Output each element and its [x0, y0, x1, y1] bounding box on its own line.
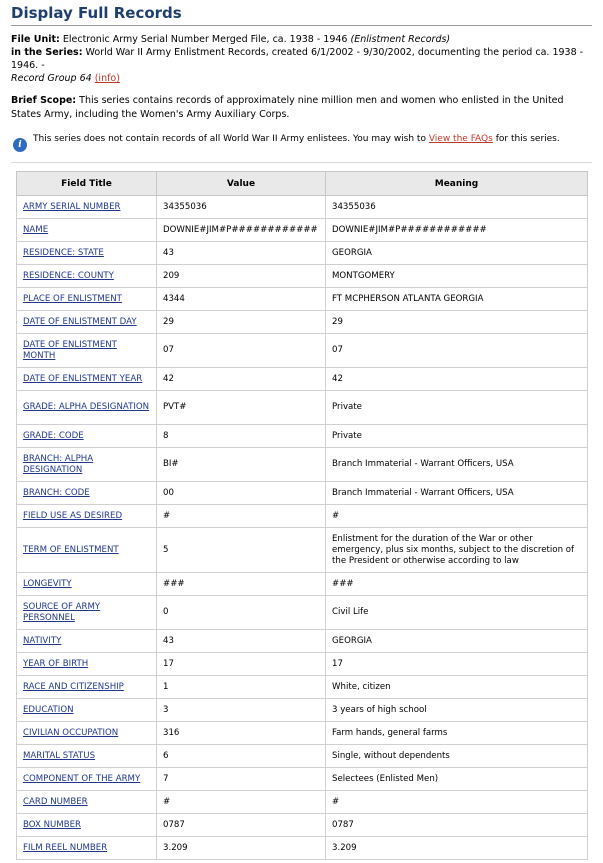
table-row [17, 837, 588, 860]
field-meaning: White, citizen [326, 676, 588, 699]
table-row [17, 722, 588, 745]
field-meaning: 34355036 [326, 196, 588, 219]
record-table [16, 171, 588, 860]
table-row [17, 391, 588, 425]
table-row [17, 699, 588, 722]
field-value: 6 [157, 745, 326, 768]
file-unit-text: Electronic Army Serial Number Merged File, ca. 1938 - 1946 [62, 34, 348, 45]
field-title-link[interactable]: TERM OF ENLISTMENT [17, 528, 157, 573]
field-value: 17 [157, 653, 326, 676]
field-value: 07 [157, 334, 326, 368]
table-row [17, 242, 588, 265]
field-title-link[interactable]: RESIDENCE: COUNTY [17, 265, 157, 288]
series-line [11, 46, 592, 85]
field-meaning: Private [326, 425, 588, 448]
field-meaning: 42 [326, 368, 588, 391]
field-meaning: 17 [326, 653, 588, 676]
field-value: DOWNIE#JIM#P############ [157, 219, 326, 242]
field-value: 4344 [157, 288, 326, 311]
field-value: 316 [157, 722, 326, 745]
field-title-link[interactable]: BOX NUMBER [17, 814, 157, 837]
field-meaning: GEORGIA [326, 242, 588, 265]
field-value: BI# [157, 448, 326, 482]
field-title-link[interactable]: GRADE: CODE [17, 425, 157, 448]
field-meaning: Civil Life [326, 596, 588, 630]
view-faqs-link[interactable]: View the FAQs [428, 134, 493, 144]
field-value: 0787 [157, 814, 326, 837]
table-row [17, 768, 588, 791]
table-row [17, 334, 588, 368]
field-value: 1 [157, 676, 326, 699]
field-title-link[interactable]: MARITAL STATUS [17, 745, 157, 768]
field-meaning: Single, without dependents [326, 745, 588, 768]
table-row [17, 448, 588, 482]
field-title-link[interactable]: DATE OF ENLISTMENT YEAR [17, 368, 157, 391]
table-row [17, 311, 588, 334]
table-row [17, 505, 588, 528]
file-unit-line [11, 33, 592, 46]
field-value: 3.209 [157, 837, 326, 860]
field-title-link[interactable]: COMPONENT OF THE ARMY [17, 768, 157, 791]
field-meaning: FT MCPHERSON ATLANTA GEORGIA [326, 288, 588, 311]
field-value: 7 [157, 768, 326, 791]
field-value: 5 [157, 528, 326, 573]
notice-text-before: This series does not contain records of all World War II Army enlistees. You may wish to [33, 134, 426, 144]
series-notice [11, 130, 592, 163]
field-meaning: 3 years of high school [326, 699, 588, 722]
field-title-link[interactable]: BRANCH: CODE [17, 482, 157, 505]
scope-text: This series contains records of approximately nine million men and women who enlisted in the United States Army, including the Women's Army Auxiliary Corps. [11, 95, 564, 120]
table-row [17, 630, 588, 653]
field-value: 42 [157, 368, 326, 391]
table-row [17, 653, 588, 676]
field-value: PVT# [157, 391, 326, 425]
field-meaning: 07 [326, 334, 588, 368]
field-meaning: ### [326, 573, 588, 596]
table-row [17, 676, 588, 699]
field-title-link[interactable]: YEAR OF BIRTH [17, 653, 157, 676]
field-meaning: Enlistment for the duration of the War or other emergency, plus six months, subject to the discretion of the President or otherwise according to law [326, 528, 588, 573]
field-meaning: Branch Immaterial - Warrant Officers, USA [326, 482, 588, 505]
table-row [17, 288, 588, 311]
field-title-link[interactable]: SOURCE OF ARMY PERSONNEL [17, 596, 157, 630]
file-unit-label: File Unit: [11, 34, 60, 45]
field-title-link[interactable]: PLACE OF ENLISTMENT [17, 288, 157, 311]
field-meaning: Private [326, 391, 588, 425]
field-value: 34355036 [157, 196, 326, 219]
field-value: 43 [157, 630, 326, 653]
record-group: Record Group 64 [11, 73, 92, 84]
field-meaning: # [326, 505, 588, 528]
field-meaning: Farm hands, general farms [326, 722, 588, 745]
field-meaning: 29 [326, 311, 588, 334]
field-title-link[interactable]: LONGEVITY [17, 573, 157, 596]
header-field-title: Field Title [17, 172, 157, 196]
field-meaning: 3.209 [326, 837, 588, 860]
field-value: ### [157, 573, 326, 596]
field-title-link[interactable]: RACE AND CITIZENSHIP [17, 676, 157, 699]
brief-scope [11, 94, 592, 122]
notice-text-after: for this series. [495, 134, 560, 144]
table-header-row [17, 172, 588, 196]
page-title: Display Full Records [11, 4, 592, 26]
table-row [17, 265, 588, 288]
table-row [17, 814, 588, 837]
field-title-link[interactable]: EDUCATION [17, 699, 157, 722]
series-text: World War II Army Enlistment Records, created 6/1/2002 - 9/30/2002, documenting the period ca. 1938 - 1946. - [11, 47, 584, 71]
field-title-link[interactable]: NAME [17, 219, 157, 242]
table-row [17, 196, 588, 219]
field-title-link[interactable]: NATIVITY [17, 630, 157, 653]
table-row [17, 791, 588, 814]
field-meaning: GEORGIA [326, 630, 588, 653]
field-value: 0 [157, 596, 326, 630]
info-icon: i [13, 138, 27, 152]
series-label: in the Series: [11, 47, 83, 58]
table-row [17, 745, 588, 768]
field-title-link[interactable]: ARMY SERIAL NUMBER [17, 196, 157, 219]
table-row [17, 528, 588, 573]
field-value: 43 [157, 242, 326, 265]
field-title-link[interactable]: GRADE: ALPHA DESIGNATION [17, 391, 157, 425]
field-title-link[interactable]: BRANCH: ALPHA DESIGNATION [17, 448, 157, 482]
table-row [17, 368, 588, 391]
field-value: # [157, 791, 326, 814]
field-meaning: Selectees (Enlisted Men) [326, 768, 588, 791]
table-row [17, 596, 588, 630]
field-title-link[interactable]: CIVILIAN OCCUPATION [17, 722, 157, 745]
field-title-link[interactable]: DATE OF ENLISTMENT MONTH [17, 334, 157, 368]
field-title-link[interactable]: DATE OF ENLISTMENT DAY [17, 311, 157, 334]
record-meta [11, 33, 592, 85]
field-title-link[interactable]: FIELD USE AS DESIRED [17, 505, 157, 528]
table-row [17, 482, 588, 505]
notice-text [33, 134, 560, 144]
field-title-link[interactable]: FILM REEL NUMBER [17, 837, 157, 860]
file-unit-subtitle: (Enlistment Records) [350, 34, 451, 45]
header-value: Value [157, 172, 326, 196]
field-title-link[interactable]: RESIDENCE: STATE [17, 242, 157, 265]
field-value: 209 [157, 265, 326, 288]
series-info-link[interactable]: (info) [94, 73, 120, 84]
field-meaning: DOWNIE#JIM#P############ [326, 219, 588, 242]
field-value: # [157, 505, 326, 528]
field-value: 3 [157, 699, 326, 722]
table-row [17, 573, 588, 596]
field-title-link[interactable]: CARD NUMBER [17, 791, 157, 814]
header-meaning: Meaning [326, 172, 588, 196]
field-value: 8 [157, 425, 326, 448]
field-meaning: # [326, 791, 588, 814]
scope-label: Brief Scope: [11, 95, 77, 106]
field-meaning: Branch Immaterial - Warrant Officers, USA [326, 448, 588, 482]
field-value: 29 [157, 311, 326, 334]
field-meaning: 0787 [326, 814, 588, 837]
field-meaning: MONTGOMERY [326, 265, 588, 288]
table-row [17, 219, 588, 242]
table-row [17, 425, 588, 448]
field-value: 00 [157, 482, 326, 505]
